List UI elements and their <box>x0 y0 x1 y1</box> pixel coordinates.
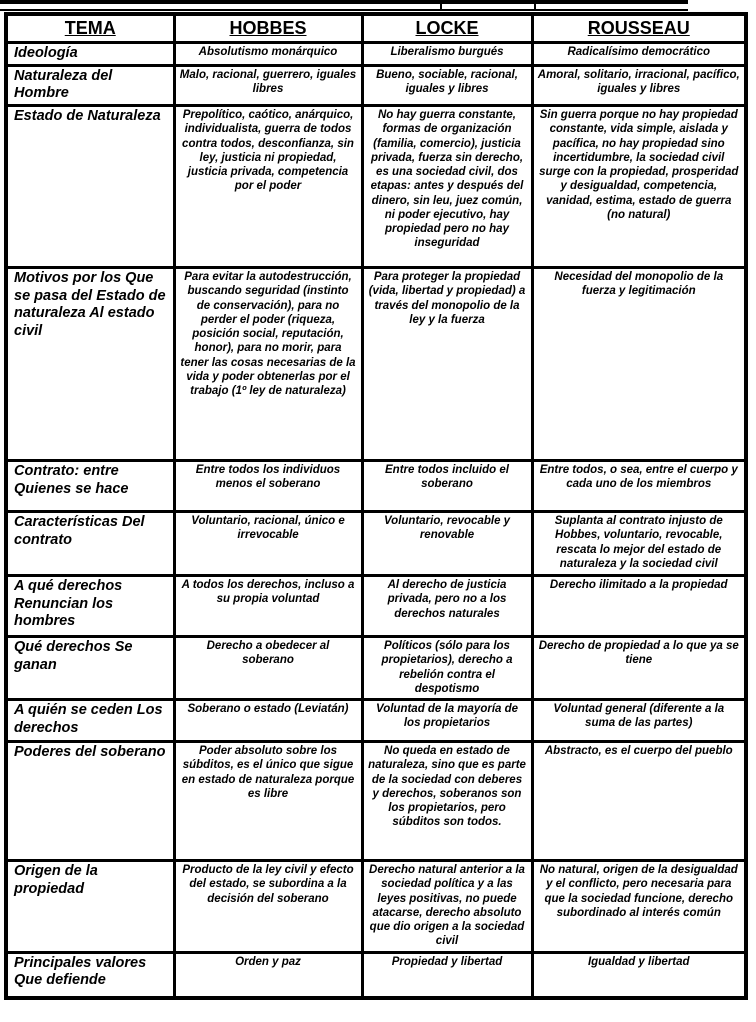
locke-cell: No hay guerra constante, formas de organización (familia, comercio), justicia privada, fuerza sin derecho, es una sociedad civil, dos etapas: antes y después del dinero, sin leu, juez común, ni poder ejecutivo, hay propiedad pero no hay inseguridad <box>362 106 532 268</box>
hobbes-cell: Voluntario, racional, único e irrevocable <box>174 512 362 576</box>
locke-cell: Para proteger la propiedad (vida, libertad y propiedad) a través del monopolio de la ley y la fuerza <box>362 268 532 461</box>
rousseau-cell: Derecho ilimitado a la propiedad <box>532 576 746 637</box>
hobbes-cell: Orden y paz <box>174 952 362 998</box>
hobbes-cell: Derecho a obedecer al soberano <box>174 637 362 700</box>
locke-cell: Políticos (sólo para los propietarios), derecho a rebelión contra el despotismo <box>362 637 532 700</box>
cropped-table-edge <box>0 0 688 11</box>
rousseau-cell: Derecho de propiedad a lo que ya se tiene <box>532 637 746 700</box>
table-row <box>6 461 746 512</box>
locke-cell: Voluntad de la mayoría de los propietarios <box>362 700 532 742</box>
row-topic-label: A qué derechos Renuncian los hombres <box>6 576 174 637</box>
table-row <box>6 742 746 861</box>
row-topic-label: Qué derechos Se ganan <box>6 637 174 700</box>
cropped-table-tick <box>440 4 442 9</box>
row-topic-label: Contrato: entre Quienes se hace <box>6 461 174 512</box>
rousseau-cell: Abstracto, es el cuerpo del pueblo <box>532 742 746 861</box>
table-row <box>6 861 746 953</box>
locke-cell: Propiedad y libertad <box>362 952 532 998</box>
rousseau-cell: Voluntad general (diferente a la suma de las partes) <box>532 700 746 742</box>
locke-cell: Entre todos incluido el soberano <box>362 461 532 512</box>
column-header-locke: LOCKE <box>362 14 532 43</box>
row-topic-label: Ideología <box>6 43 174 66</box>
locke-cell: Liberalismo burgués <box>362 43 532 66</box>
locke-cell: Derecho natural anterior a la sociedad política y a las leyes positivas, no puede atacarse, derecho absoluto que dio origen a la sociedad civil <box>362 861 532 953</box>
hobbes-cell: A todos los derechos, incluso a su propia voluntad <box>174 576 362 637</box>
table-row <box>6 268 746 461</box>
row-topic-label: Poderes del soberano <box>6 742 174 861</box>
locke-cell: Al derecho de justicia privada, pero no a los derechos naturales <box>362 576 532 637</box>
rousseau-cell: No natural, origen de la desigualdad y el conflicto, pero necesaria para que la sociedad funcione, derecho subordinado al interés común <box>532 861 746 953</box>
locke-cell: No queda en estado de naturaleza, sino que es parte de la sociedad con deberes y derechos, soberanos son los propietarios, pero súbditos son todos. <box>362 742 532 861</box>
hobbes-cell: Entre todos los individuos menos el soberano <box>174 461 362 512</box>
row-topic-label: Características Del contrato <box>6 512 174 576</box>
row-topic-label: Origen de la propiedad <box>6 861 174 953</box>
rousseau-cell: Necesidad del monopolio de la fuerza y legitimación <box>532 268 746 461</box>
table-row <box>6 637 746 700</box>
table-row <box>6 43 746 66</box>
locke-cell: Voluntario, revocable y renovable <box>362 512 532 576</box>
row-topic-label: Estado de Naturaleza <box>6 106 174 268</box>
locke-cell: Bueno, sociable, racional, iguales y libres <box>362 65 532 105</box>
hobbes-cell: Prepolítico, caótico, anárquico, individualista, guerra de todos contra todos, desconfianza, sin ley, justicia ni propiedad, justicia privada, competencia por el poder <box>174 106 362 268</box>
rousseau-cell: Radicalísimo democrático <box>532 43 746 66</box>
hobbes-cell: Absolutismo monárquico <box>174 43 362 66</box>
rousseau-cell: Suplanta al contrato injusto de Hobbes, voluntario, revocable, rescata lo mejor del estado de naturaleza y la sociedad civil <box>532 512 746 576</box>
column-header-rousseau: ROUSSEAU <box>532 14 746 43</box>
comparison-table <box>4 12 748 1000</box>
row-topic-label: Principales valores Que defiende <box>6 952 174 998</box>
hobbes-cell: Soberano o estado (Leviatán) <box>174 700 362 742</box>
column-header-tema: TEMA <box>6 14 174 43</box>
table-row <box>6 512 746 576</box>
table-row <box>6 700 746 742</box>
table-row <box>6 65 746 105</box>
rousseau-cell: Entre todos, o sea, entre el cuerpo y cada uno de los miembros <box>532 461 746 512</box>
rousseau-cell: Sin guerra porque no hay propiedad constante, vida simple, aislada y pacífica, no hay propiedad sino incertidumbre, la sociedad civil surge con la propiedad, prosperidad y desigualdad, competencia, vanidad, estima, estado de guerra (no natural) <box>532 106 746 268</box>
hobbes-cell: Para evitar la autodestrucción, buscando seguridad (instinto de conservación), para no perder el poder (riqueza, posición social, reputación, honor), para no morir, para tener las cosas necesarias de la vida y poder obtenerlas por el trabajo (1º ley de naturaleza) <box>174 268 362 461</box>
header-row <box>6 14 746 43</box>
table-row <box>6 106 746 268</box>
row-topic-label: A quién se ceden Los derechos <box>6 700 174 742</box>
hobbes-cell: Malo, racional, guerrero, iguales libres <box>174 65 362 105</box>
rousseau-cell: Igualdad y libertad <box>532 952 746 998</box>
table-row <box>6 952 746 998</box>
hobbes-cell: Producto de la ley civil y efecto del estado, se subordina a la decisión del soberano <box>174 861 362 953</box>
row-topic-label: Naturaleza del Hombre <box>6 65 174 105</box>
rousseau-cell: Amoral, solitario, irracional, pacífico, iguales y libres <box>532 65 746 105</box>
hobbes-cell: Poder absoluto sobre los súbditos, es el único que sigue en estado de naturaleza porque es libre <box>174 742 362 861</box>
row-topic-label: Motivos por los Que se pasa del Estado de naturaleza Al estado civil <box>6 268 174 461</box>
table-row <box>6 576 746 637</box>
column-header-hobbes: HOBBES <box>174 14 362 43</box>
cropped-table-tick <box>534 4 536 9</box>
